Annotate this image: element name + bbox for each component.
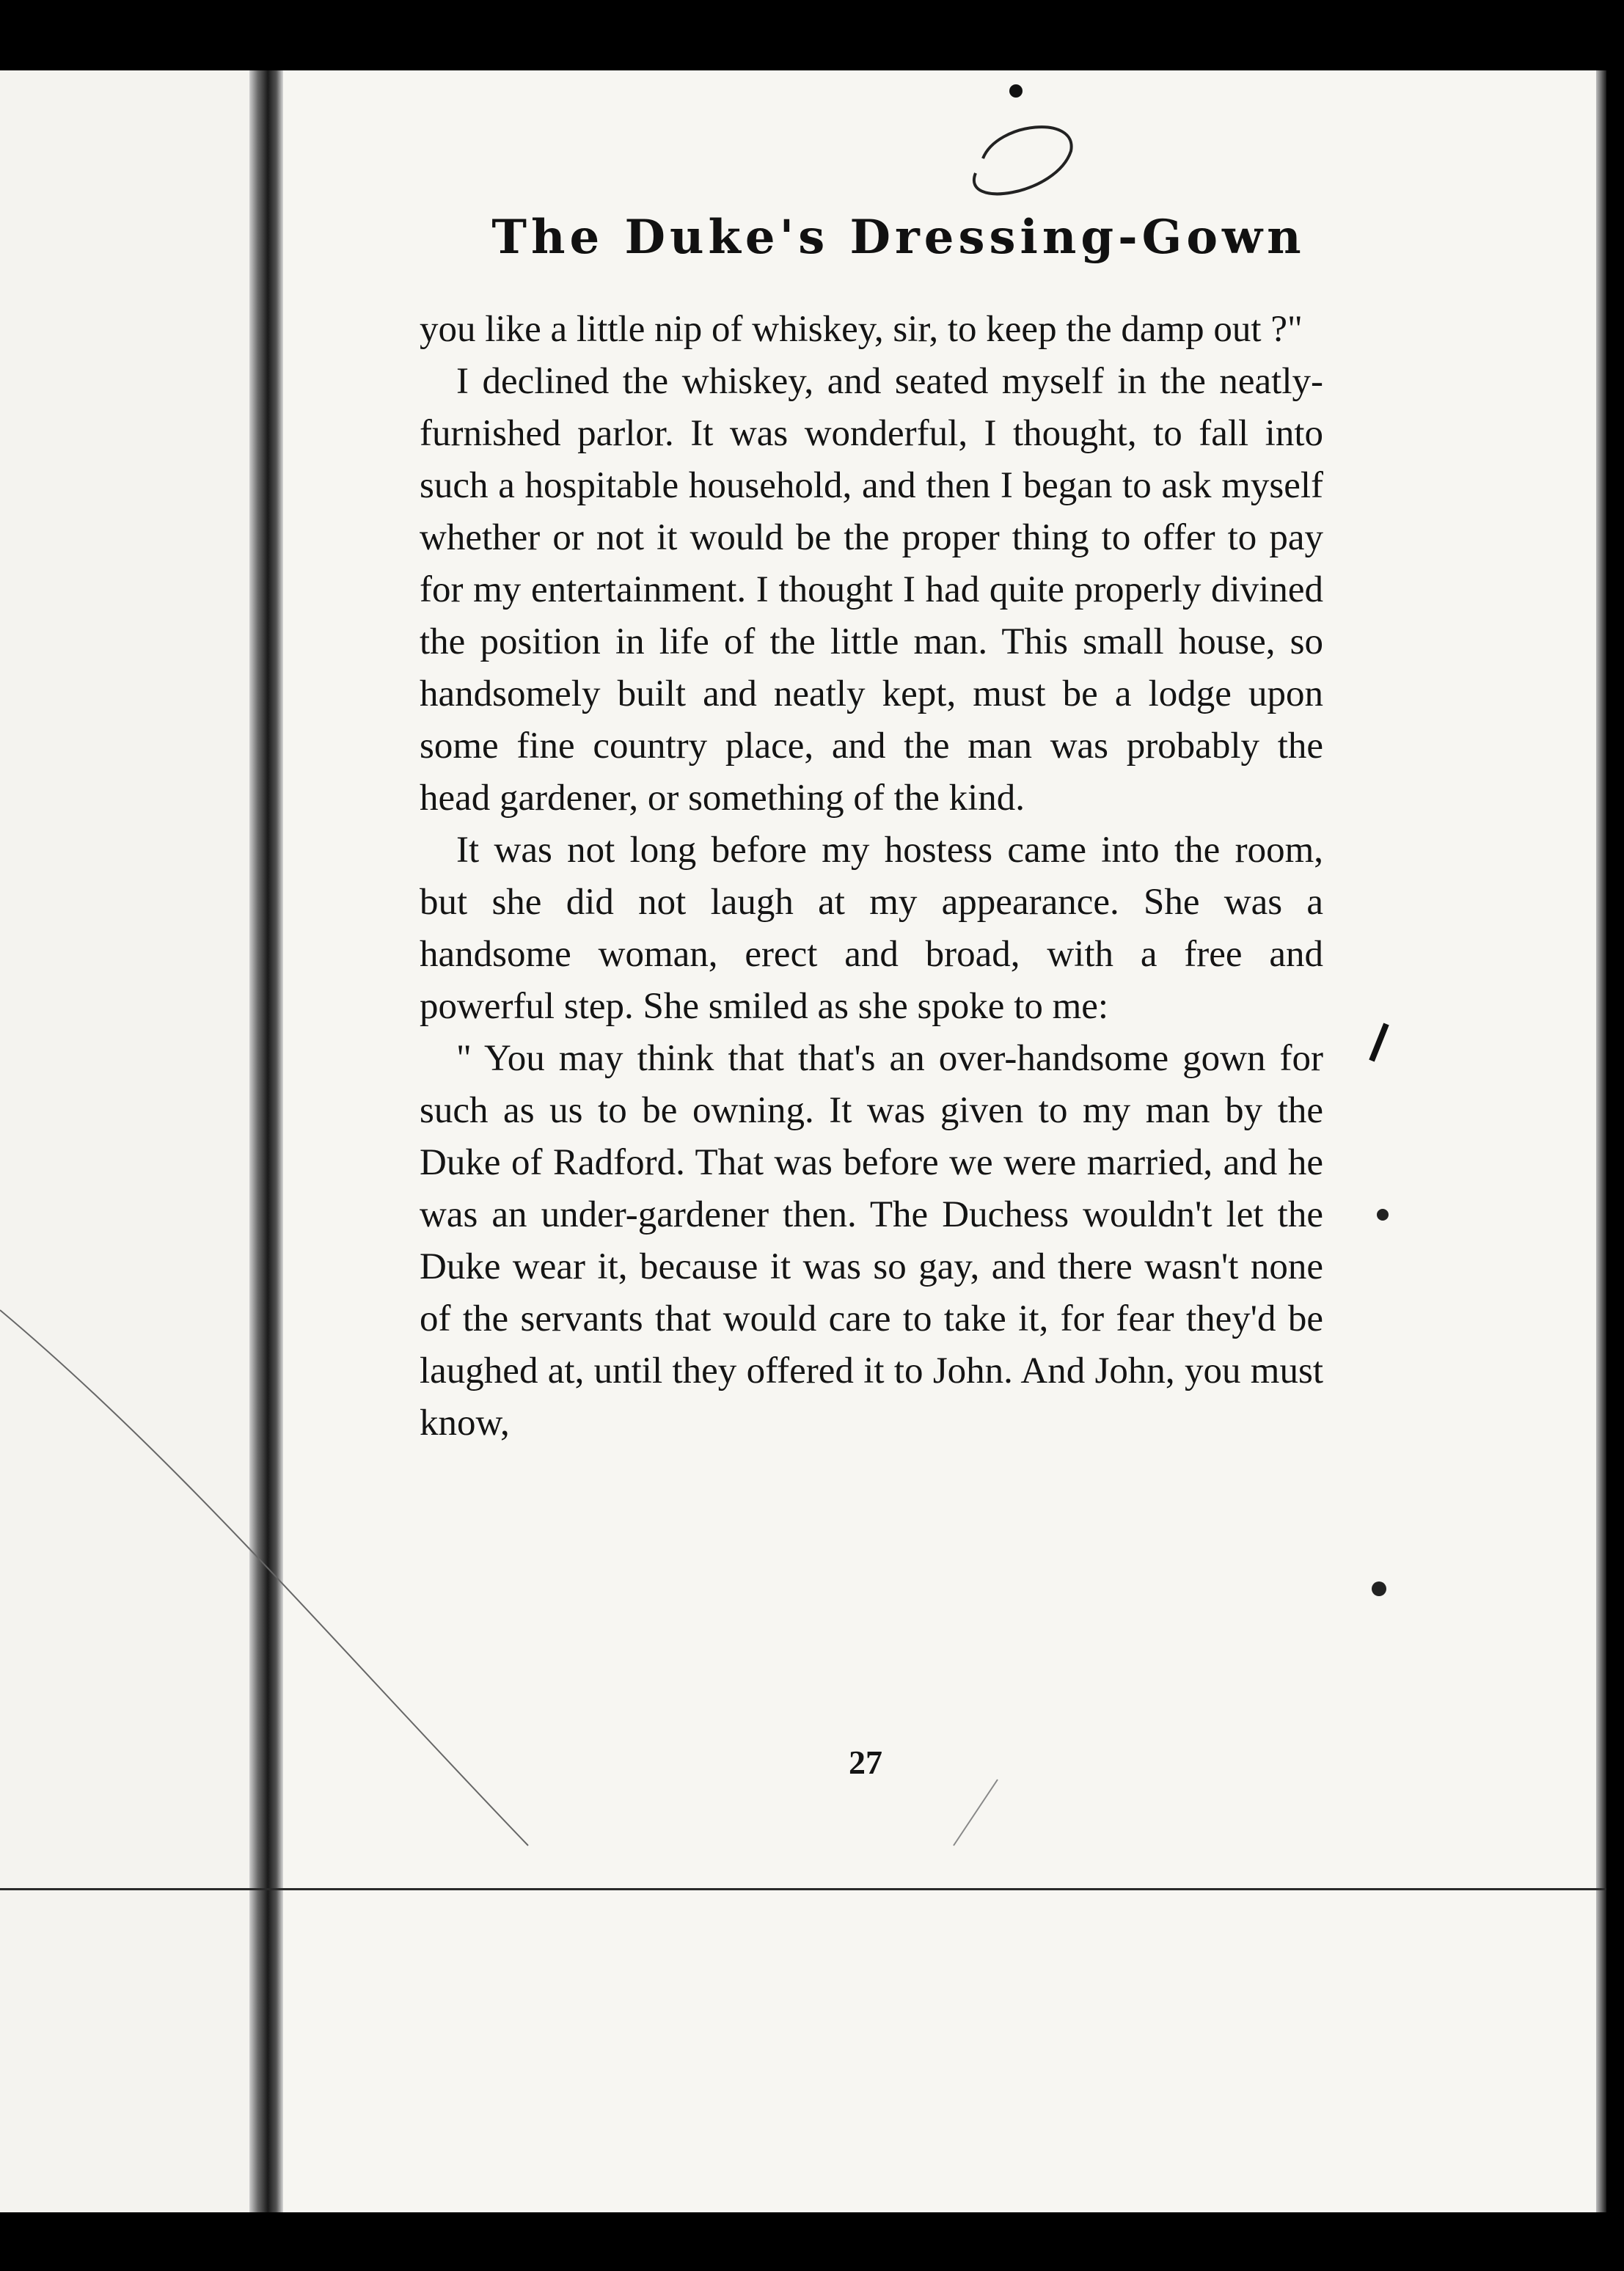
page-number: 27 [849,1744,882,1781]
paragraph: It was not long before my hostess came into the room, but she did not laugh at my appearance. She was a handsome woman, erect and broad, with a free and powerful step. She smiled as she spoke to me: [420,830,1323,1027]
body-text [420,304,1323,1449]
paragraph: I declined the whiskey, and seated myself in the neatly-furnished parlor. It was wonderful, I thought, to fall into such a hospitable household, and then I began to ask myself whether or not it would be the proper thing to offer to pay for my entertainment. I thought I had quite properly divined the position in life of the little man. This small house, so handsomely built and neatly kept, must be a lodge upon some fine country place, and the man was probably the head gardener, or something of the kind. [420,361,1323,819]
running-head: The Duke's Dressing-Gown [491,210,1306,265]
paragraph: you like a little nip of whiskey, sir, to keep the damp out ?" [420,309,1303,350]
scan-base-line [0,1888,1606,1890]
paragraph: " You may think that that's an over-handsome gown for such as us to be owning. It was given to my man by the Duke of Radford. That was before we were married, and he was an under-gardener then. The Duchess wouldn't let the Duke wear it, because it was so gay, and there wasn't none of the servants that would care to take it, for fear they'd be laughed at, until they offered it to John. And John, you must know, [420,1038,1323,1444]
